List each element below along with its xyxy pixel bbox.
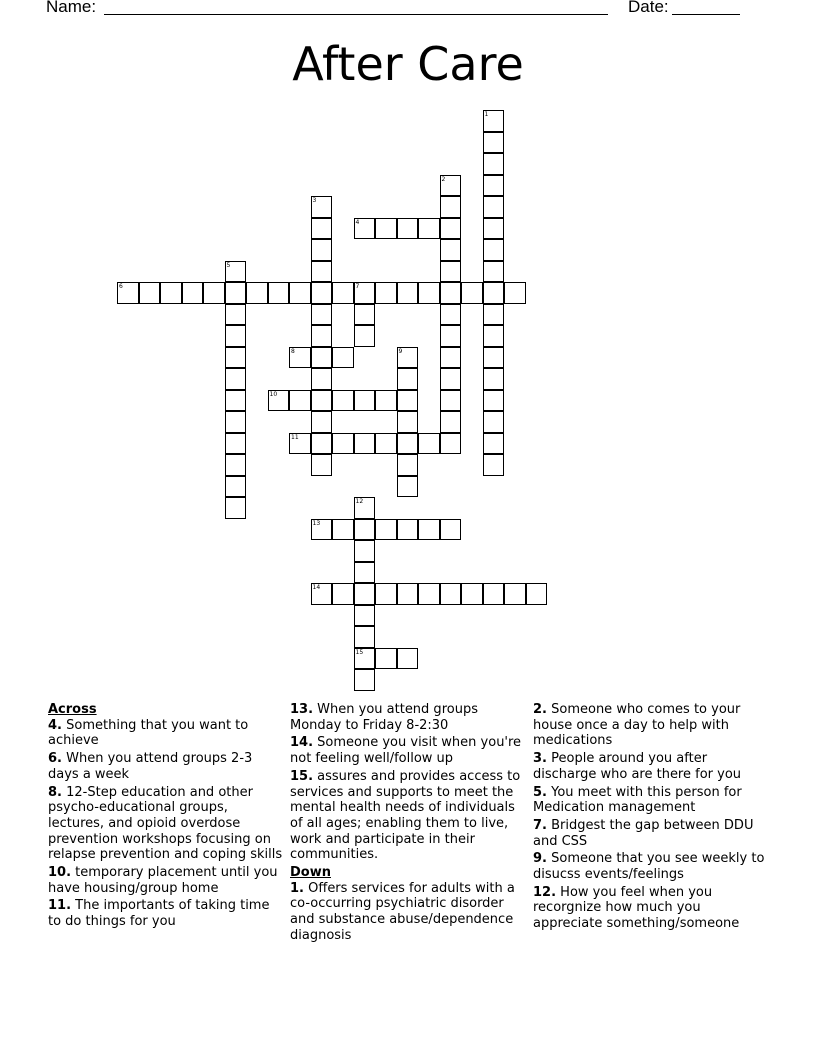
grid-cell[interactable] xyxy=(139,282,161,304)
clue-down-2: 2. Someone who comes to your house once a day to help with medications xyxy=(533,702,741,749)
grid-cell[interactable] xyxy=(225,497,247,519)
grid-cell[interactable] xyxy=(354,433,376,455)
grid-cell[interactable] xyxy=(440,368,462,390)
grid-cell[interactable] xyxy=(182,282,204,304)
cell-number: 13 xyxy=(312,519,321,527)
clue-across-15: 15. assures and provides access to services and supports to meet the mental health needs of individuals of all ages; enabling them to live, work and participate in their communities. xyxy=(290,768,521,863)
clue-down-9: 9. Someone that you see weekly to disucss events/feelings xyxy=(533,851,765,883)
grid-cell[interactable] xyxy=(289,282,311,304)
grid-cell[interactable] xyxy=(504,282,526,304)
grid-cell[interactable] xyxy=(483,433,505,455)
grid-cell[interactable] xyxy=(311,282,333,304)
grid-cell[interactable] xyxy=(117,282,139,304)
clue-column-1 xyxy=(48,702,284,932)
grid-cell[interactable] xyxy=(483,325,505,347)
grid-cell[interactable] xyxy=(397,476,419,498)
grid-cell[interactable] xyxy=(483,153,505,175)
grid-cell[interactable] xyxy=(225,325,247,347)
grid-cell[interactable] xyxy=(397,390,419,412)
grid-cell[interactable] xyxy=(440,239,462,261)
grid-cell[interactable] xyxy=(354,562,376,584)
grid-cell[interactable] xyxy=(311,519,333,541)
grid-cell[interactable] xyxy=(397,519,419,541)
grid-cell[interactable] xyxy=(440,390,462,412)
grid-cell[interactable] xyxy=(483,132,505,154)
grid-cell[interactable] xyxy=(354,540,376,562)
grid-cell[interactable] xyxy=(418,583,440,605)
grid-cell[interactable] xyxy=(375,583,397,605)
grid-cell[interactable] xyxy=(225,433,247,455)
grid-cell[interactable] xyxy=(354,626,376,648)
cell-number: 2 xyxy=(441,175,446,183)
grid-cell[interactable] xyxy=(225,411,247,433)
grid-cell[interactable] xyxy=(440,347,462,369)
grid-cell[interactable] xyxy=(418,433,440,455)
clue-across-6: 6. When you attend groups 2-3 days a week xyxy=(48,751,253,782)
grid-cell[interactable] xyxy=(311,454,333,476)
clue-down-12: 12. How you feel when you recorgnize how much you appreciate something/someone xyxy=(533,884,740,932)
grid-cell[interactable] xyxy=(311,196,333,218)
grid-cell[interactable] xyxy=(354,669,376,691)
clue-across-10: 10. temporary placement until you have housing/group home xyxy=(48,865,278,896)
clue-down-5: 5. You meet with this person for Medication management xyxy=(533,784,742,816)
clue-down-7: 7. Bridgest the gap between DDU and CSS xyxy=(533,817,754,849)
grid-cell[interactable] xyxy=(354,325,376,347)
grid-cell[interactable] xyxy=(440,433,462,455)
across-heading: Across xyxy=(48,702,97,717)
grid-cell[interactable] xyxy=(311,325,333,347)
grid-cell[interactable] xyxy=(289,390,311,412)
grid-cell[interactable] xyxy=(311,368,333,390)
grid-cell[interactable] xyxy=(332,433,354,455)
grid-cell[interactable] xyxy=(375,390,397,412)
clue-across-13: 13. When you attend groups Monday to Friday 8-2:30 xyxy=(290,702,478,733)
grid-cell[interactable] xyxy=(332,519,354,541)
grid-cell[interactable] xyxy=(375,648,397,670)
grid-cell[interactable] xyxy=(440,218,462,240)
grid-cell[interactable] xyxy=(354,519,376,541)
grid-cell[interactable] xyxy=(354,605,376,627)
grid-cell[interactable] xyxy=(440,583,462,605)
name-label: Name: xyxy=(46,0,97,16)
grid-cell[interactable] xyxy=(225,476,247,498)
cell-number: 14 xyxy=(312,584,321,591)
grid-cell[interactable] xyxy=(461,282,483,304)
clue-down-3: 3. People around you after discharge who are there for you xyxy=(533,751,742,782)
grid-cell[interactable] xyxy=(440,325,462,347)
grid-cell[interactable] xyxy=(246,282,268,304)
cell-number: 6 xyxy=(119,283,123,290)
clue-column-2 xyxy=(290,702,526,946)
grid-cell[interactable] xyxy=(397,347,419,369)
cell-number: 1 xyxy=(484,111,489,118)
grid-cell[interactable] xyxy=(289,433,311,455)
grid-cell[interactable] xyxy=(311,218,333,240)
grid-cell[interactable] xyxy=(483,454,505,476)
date-label: Date: xyxy=(628,0,669,16)
grid-cell[interactable] xyxy=(203,282,225,304)
grid-cell[interactable] xyxy=(332,390,354,412)
grid-cell[interactable] xyxy=(440,282,462,304)
grid-cell[interactable] xyxy=(397,583,419,605)
grid-cell[interactable] xyxy=(354,497,376,519)
clue-across-4: 4. Something that you want to achieve xyxy=(48,717,249,749)
cell-number: 10 xyxy=(269,390,278,398)
grid-cell[interactable] xyxy=(225,390,247,412)
cell-number: 5 xyxy=(226,261,231,269)
grid-cell[interactable] xyxy=(354,390,376,412)
grid-cell[interactable] xyxy=(375,218,397,240)
clue-across-14: 14. Someone you visit when you're not feeling well/follow up xyxy=(290,735,522,767)
cell-number: 8 xyxy=(291,347,295,355)
grid-cell[interactable] xyxy=(397,218,419,240)
grid-cell[interactable] xyxy=(440,196,462,218)
grid-cell[interactable] xyxy=(160,282,182,304)
grid-cell[interactable] xyxy=(225,282,247,304)
grid-cell[interactable] xyxy=(354,583,376,605)
page-title: After Care xyxy=(292,37,524,91)
grid-cell[interactable] xyxy=(504,583,526,605)
grid-cell[interactable] xyxy=(225,347,247,369)
grid-cell[interactable] xyxy=(375,282,397,304)
grid-cell[interactable] xyxy=(268,282,290,304)
grid-cell[interactable] xyxy=(289,347,311,369)
grid-cell[interactable] xyxy=(397,282,419,304)
grid-cell[interactable] xyxy=(483,411,505,433)
grid-cell[interactable] xyxy=(354,282,376,304)
grid-cell[interactable] xyxy=(440,519,462,541)
clue-column-3 xyxy=(533,702,769,934)
grid-cell[interactable] xyxy=(397,648,419,670)
grid-cell[interactable] xyxy=(311,347,333,369)
grid-cell[interactable] xyxy=(440,175,462,197)
grid-cell[interactable] xyxy=(483,583,505,605)
cell-number: 12 xyxy=(355,498,364,505)
grid-cell[interactable] xyxy=(311,239,333,261)
grid-cell[interactable] xyxy=(483,218,505,240)
grid-cell[interactable] xyxy=(418,282,440,304)
grid-cell[interactable] xyxy=(354,304,376,326)
grid-cell[interactable] xyxy=(225,304,247,326)
grid-cell[interactable] xyxy=(461,583,483,605)
clue-down-1: 1. Offers services for adults with a co-occurring psychiatric disorder and substance abuse/dependence diagnosis xyxy=(290,880,515,943)
grid-cell[interactable] xyxy=(440,304,462,326)
grid-cell[interactable] xyxy=(311,304,333,326)
grid-cell[interactable] xyxy=(225,368,247,390)
grid-cell[interactable] xyxy=(332,282,354,304)
grid-cell[interactable] xyxy=(483,110,505,132)
cell-number: 15 xyxy=(355,648,364,656)
grid-cell[interactable] xyxy=(375,433,397,455)
grid-cell[interactable] xyxy=(483,175,505,197)
grid-cell[interactable] xyxy=(225,261,247,283)
clue-across-11: 11. The importants of taking time to do things for you xyxy=(48,898,270,930)
grid-cell[interactable] xyxy=(225,454,247,476)
grid-cell[interactable] xyxy=(311,390,333,412)
grid-cell[interactable] xyxy=(397,411,419,433)
grid-cell[interactable] xyxy=(311,261,333,283)
cell-number: 4 xyxy=(355,218,360,226)
grid-cell[interactable] xyxy=(268,390,290,412)
grid-cell[interactable] xyxy=(483,304,505,326)
grid-cell[interactable] xyxy=(483,368,505,390)
grid-cell[interactable] xyxy=(397,433,419,455)
grid-cell[interactable] xyxy=(354,218,376,240)
grid-cell[interactable] xyxy=(311,583,333,605)
grid-cell[interactable] xyxy=(354,648,376,670)
grid-cell[interactable] xyxy=(440,261,462,283)
grid-cell[interactable] xyxy=(483,239,505,261)
grid-cell[interactable] xyxy=(483,282,505,304)
grid-cell[interactable] xyxy=(418,519,440,541)
grid-cell[interactable] xyxy=(397,368,419,390)
grid-cell[interactable] xyxy=(418,218,440,240)
grid-cell[interactable] xyxy=(397,454,419,476)
grid-cell[interactable] xyxy=(440,411,462,433)
clue-across-8: 8. 12-Step education and other psycho-educational groups, lectures, and opioid overdose prevention workshops focusing on relapse prevention and coping skills xyxy=(48,784,283,863)
cell-number: 7 xyxy=(355,283,360,290)
grid-cell[interactable] xyxy=(483,196,505,218)
grid-cell[interactable] xyxy=(483,347,505,369)
down-heading: Down xyxy=(290,865,331,881)
grid-cell[interactable] xyxy=(311,433,333,455)
cell-number: 9 xyxy=(398,347,403,355)
grid-cell[interactable] xyxy=(375,519,397,541)
grid-cell[interactable] xyxy=(332,347,354,369)
cell-number: 11 xyxy=(291,433,299,441)
grid-cell[interactable] xyxy=(332,583,354,605)
grid-cell[interactable] xyxy=(483,390,505,412)
grid-cell[interactable] xyxy=(483,261,505,283)
grid-cell[interactable] xyxy=(526,583,548,605)
grid-cell[interactable] xyxy=(311,411,333,433)
cell-number: 3 xyxy=(312,197,317,204)
